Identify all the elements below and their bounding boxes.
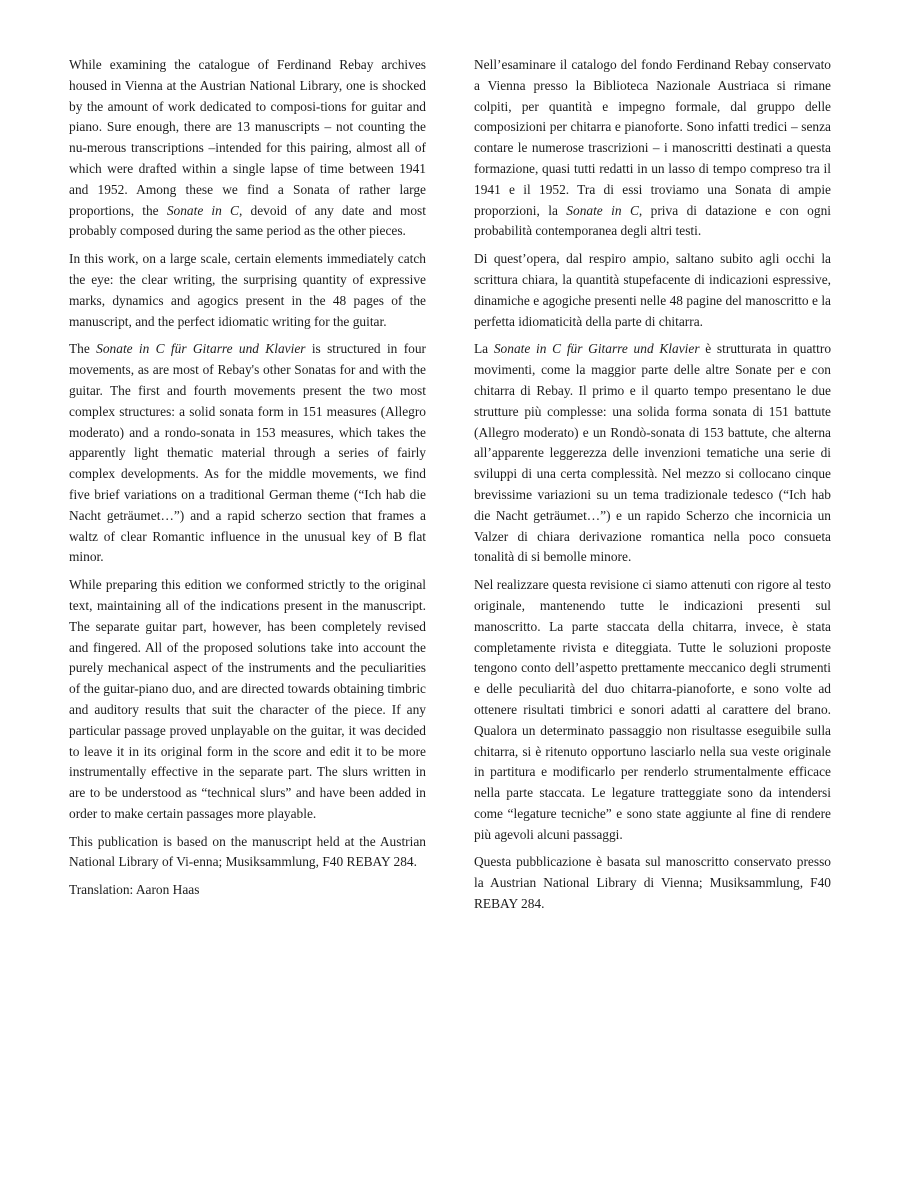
italian-paragraph-edition: Nel realizzare questa revisione ci siamo attenuti con rigore al testo originale, mantenendo tutte le indicazioni presenti sul manoscritto. La parte staccata della chitarra, invece, è stata completamente rivista e diteggiata. Tutte le soluzioni proposte tengono conto dell’aspetto prettamente meccanico degli strumenti e delle peculiarità del duo chitarra-pianoforte, e sono volte ad ottenere risultati timbrici e sonori adatti al carattere del brano. Qualora un determinato passaggio non risultasse eseguibile sulla chitarra, si è ritenuto opportuno lasciarlo nella sua veste originale in partitura e modificarlo per renderlo strumentalmente efficace nella parte staccata. Le legature tratteggiate sono da intendersi come “legature tecniche” e sono state aggiunte al fine di rendere più agevoli alcuni passaggi. (474, 577, 831, 842)
italian-paragraph-source: Questa pubblicazione è basata sul manoscritto conservato presso la Austrian National Library di Vienna; Musiksammlung, F40 REBAY 284. (474, 854, 831, 912)
english-full-work-title: Sonate in C für Gitarre und Klavier (96, 341, 306, 357)
english-paragraph-features: In this work, on a large scale, certain elements immediately catch the eye: the clear writing, the surprising quantity of expressive marks, dynamics and agogics present in the 48 pages of the manuscript, and the perfect idiomatic writing for the guitar. (69, 251, 426, 329)
english-paragraph-source: This publication is based on the manuscript held at the Austrian National Library of Vi-enna; Musiksammlung, F40 REBAY 284. (69, 833, 426, 870)
italian-paragraph-structure-text-c: è strutturata in quattro movimenti, come la maggior parte delle altre Sonate per e con chitarra di Rebay. Il primo e il quarto tempo presentano le due strutture più complesse: una solida forma sonata di 151 battute (Allegro moderato) e un Rondò-sonata di 153 battute, che alterna all’apparente leggerezza delle invenzioni tematiche una serie di sviluppi di una certa complessità. Nel mezzo si collocano cinque brevissime variazioni su un tema tradizionale tedesco (“Ich hab die Nacht geträumet…”) e un rapido Scherzo che incornicia un Valzer di chiara derivazione romantica nella poco consueta tonalità di si bemolle minore. (474, 341, 832, 565)
italian-column (474, 55, 831, 922)
english-paragraph-intro (69, 55, 426, 242)
english-paragraph-structure (69, 339, 426, 568)
italian-paragraph-structure-text-a: La (474, 341, 494, 357)
english-column (69, 55, 426, 908)
italian-paragraph-intro-text-a: Nell’esaminare il catalogo del fondo Ferdinand Rebay conservato a Vienna presso la Biblioteca Nazionale Austriaca si rimane colpiti, per quantità e impegno formale, dal gruppo delle composizioni per chitarra e pianoforte. Sono infatti tredici – senza contare le numerose trascrizioni – i manoscritti destinati a questa formazione, quasi tutti redatti in un lasso di tempo compreso tra il 1941 e il 1952. Tra di essi troviamo una Sonata di ampie proporzioni, la (474, 57, 831, 218)
english-paragraph-intro-text-a: While examining the catalogue of Ferdinand Rebay archives housed in Vienna at the Austrian National Library, one is shocked by the amount of work dedicated to composi-tions for guitar and piano. Sure enough, there are 13 manuscripts – not counting the nu-merous transcriptions –intended for this pairing, almost all of which were drafted within a single lapse of time between 1941 and 1952. Among these we find a Sonata of rather large proportions, the (69, 57, 426, 218)
english-paragraph-edition: While preparing this edition we conformed strictly to the original text, maintaining all of the indications present in the manuscript. The separate guitar part, however, has been completely revised and fingered. All of the proposed solutions take into account the purely mechanical aspect of the instruments and the peculiarities of the guitar-piano duo, and are directed towards obtaining timbric and auditory results that suit the character of the piece. If any particular passage proved unplayable on the guitar, it was decided to leave it in its original form in the score and edit it to be more instrumentally effective in the separate part. The slurs written in are to be understood as “technical slurs” and have been added in order to make certain passages more playable. (69, 577, 426, 821)
italian-paragraph-features: Di quest’opera, dal respiro ampio, saltano subito agli occhi la scrittura chiara, la quantità stupefacente di indicazioni espressive, dinamiche e agogiche presenti nelle 48 pagine del manoscritto e la perfetta idiomaticità della parte di chitarra. (474, 251, 831, 329)
italian-paragraph-intro (474, 55, 831, 242)
english-paragraph-structure-text-a: The (69, 341, 97, 357)
english-work-title: Sonate in C (166, 202, 239, 218)
english-translation-credit: Translation: Aaron Haas (69, 882, 200, 898)
italian-paragraph-structure (474, 339, 831, 568)
italian-paragraph-intro-text-c: , priva di datazione e con ogni probabilità contemporanea degli altri testi. (474, 202, 831, 239)
english-paragraph-structure-text-c: is structured in four movements, as are most of Rebay's other Sonatas for and with the guitar. The first and fourth movements present the two most complex structures: a solid sonata form in 151 measures (Allegro moderato) and a rondo-sonata in 153 measures, which takes the apparently light thematic material through a series of fairly complex developments. As for the middle movements, we find five brief variations on a traditional German theme (“Ich hab die Nacht geträumet…”) and a rapid scherzo section that frames a waltz of clear Romantic influence in the unusual key of B flat minor. (69, 341, 427, 565)
italian-full-work-title: Sonate in C für Gitarre und Klavier (493, 341, 700, 357)
english-paragraph-intro-text-c: , devoid of any date and most probably composed during the same period as the other pieces. (69, 202, 426, 239)
italian-work-title: Sonate in C (566, 202, 639, 218)
